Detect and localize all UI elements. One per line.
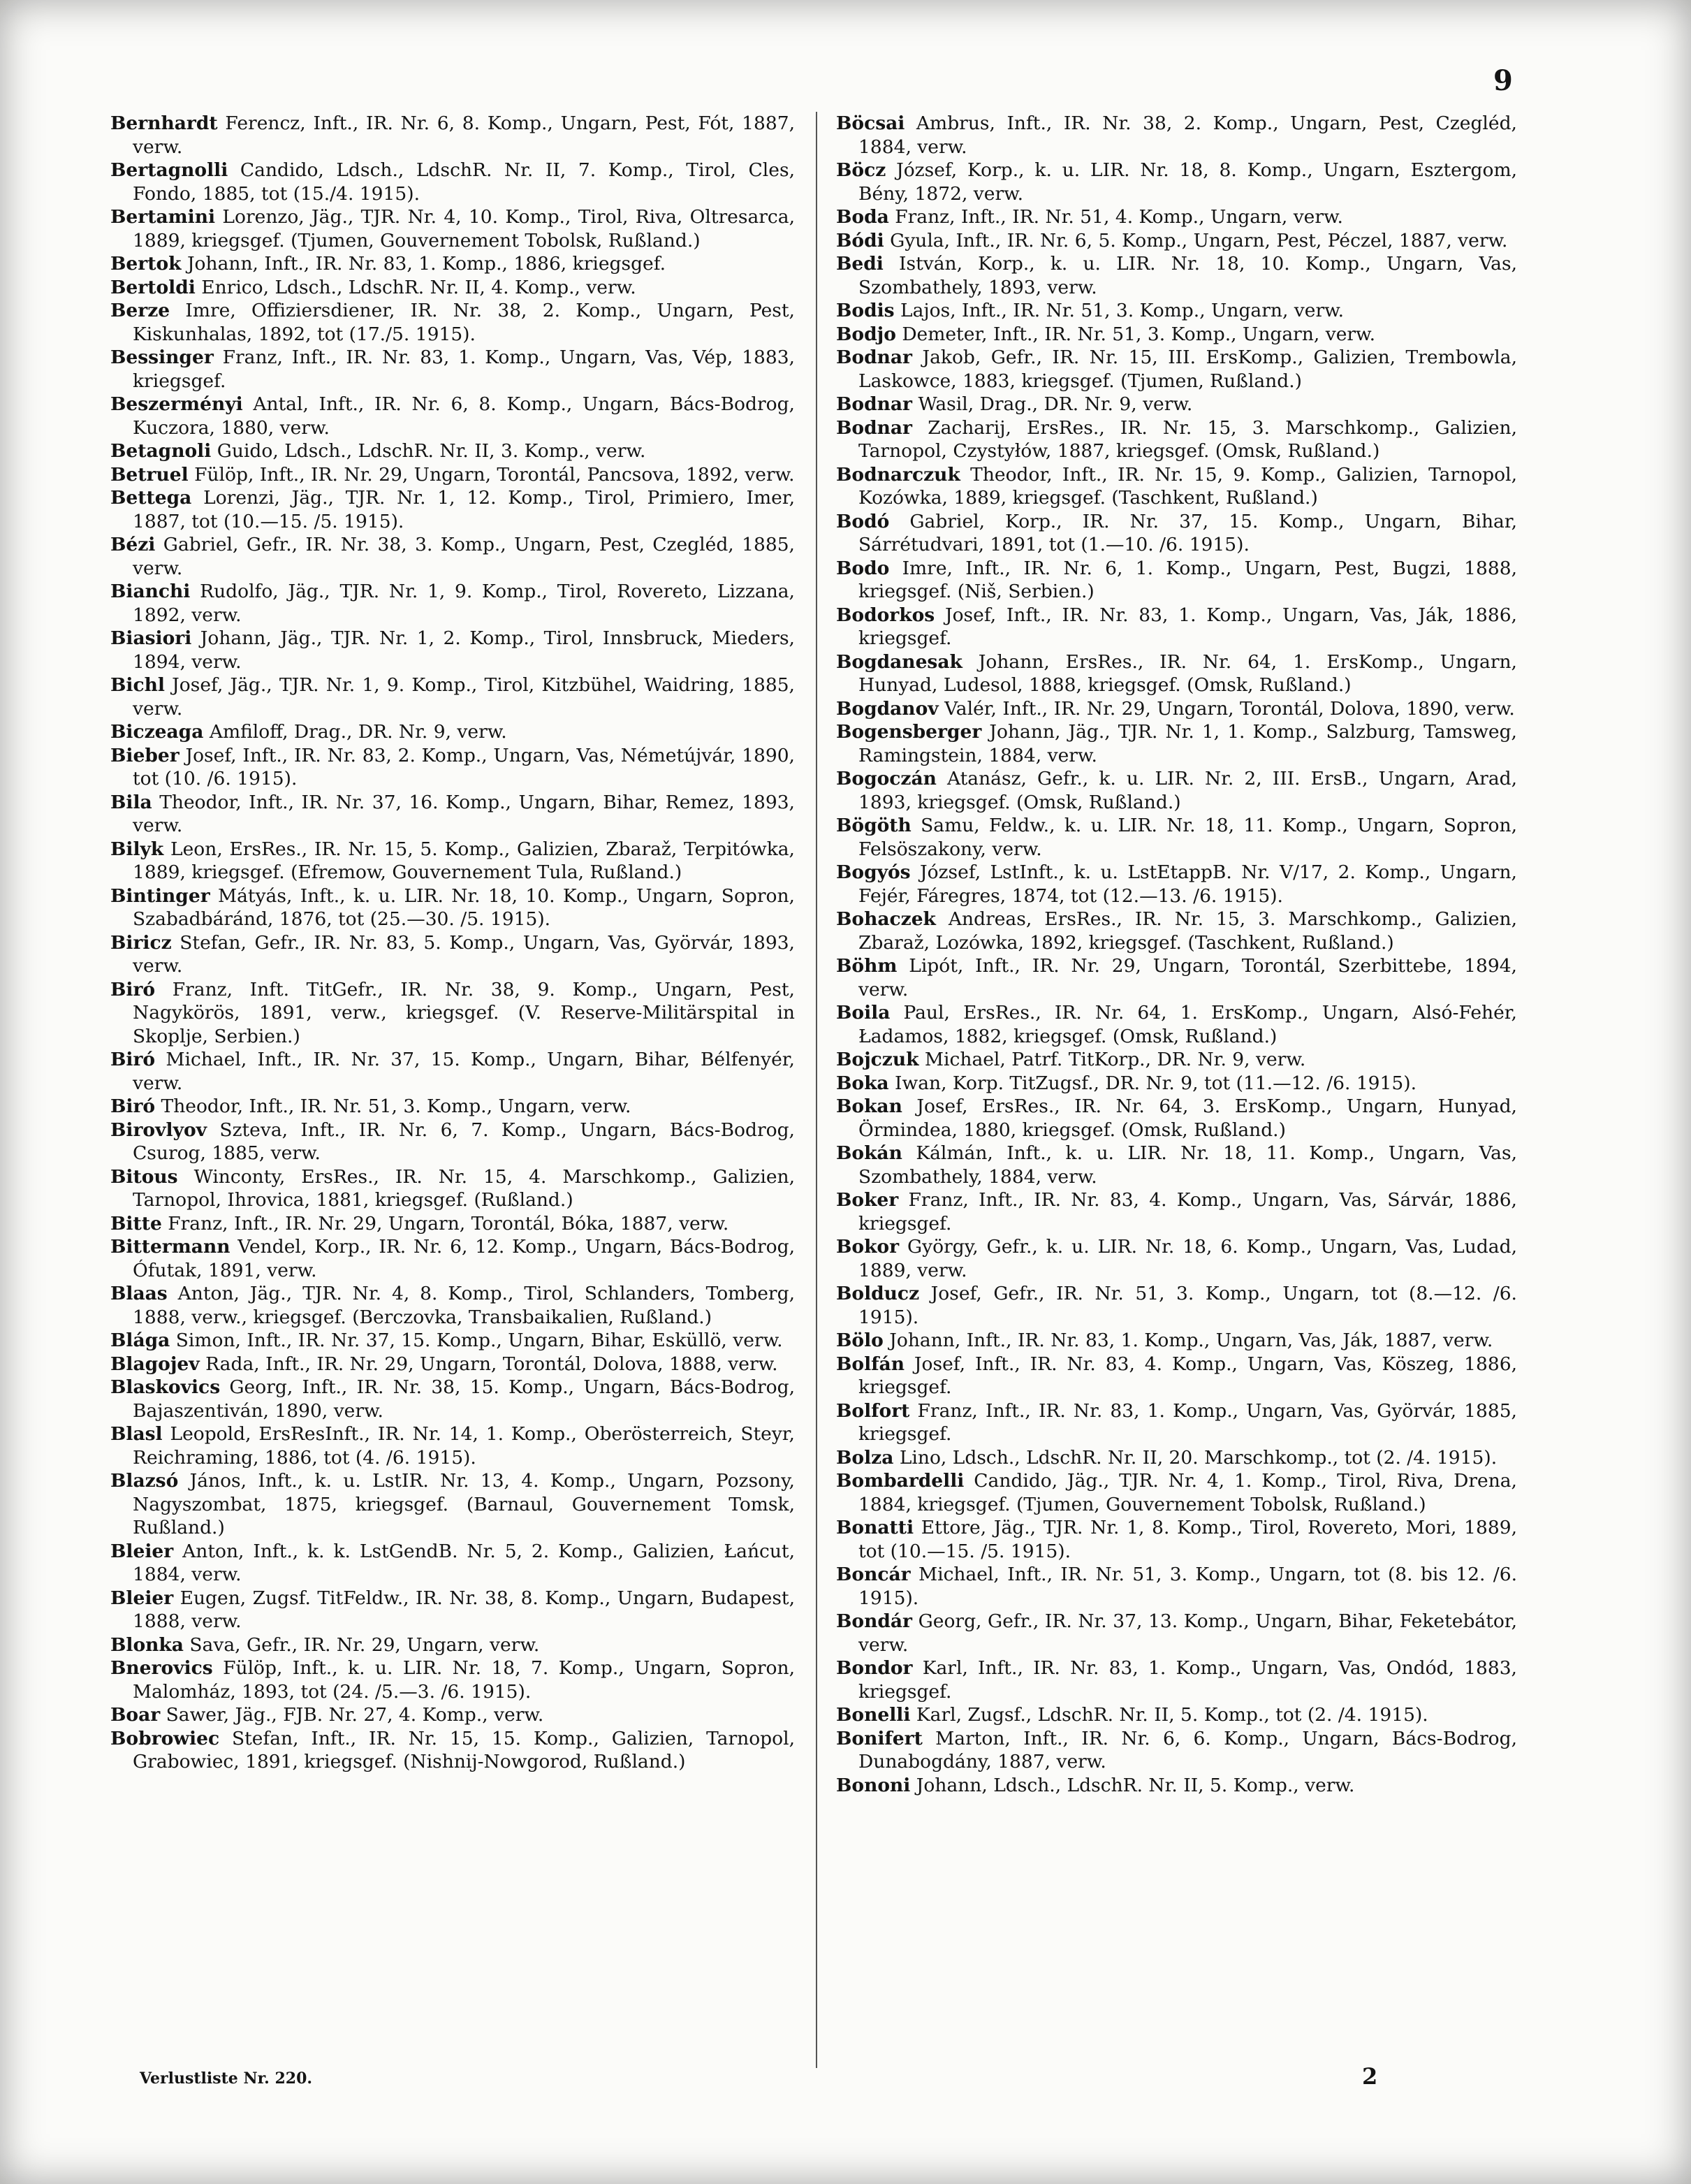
entry-details: Anton, Inft., k. k. LstGendB. Nr. 5, 2. Komp., Galizien, Łańcut, 1884, verw. — [133, 1540, 795, 1585]
list-item — [110, 1048, 795, 1095]
entry-surname: Biró — [110, 978, 156, 1000]
entry-details: Demeter, Inft., IR. Nr. 51, 3. Komp., Ungarn, verw. — [902, 323, 1376, 345]
entry-details: Antal, Inft., IR. Nr. 6, 8. Komp., Ungarn, Bács-Bodrog, Kuczora, 1880, verw. — [133, 393, 795, 439]
entry-details: Georg, Inft., IR. Nr. 38, 15. Komp., Ungarn, Bács-Bodrog, Bajaszentiván, 1890, verw. — [133, 1376, 795, 1422]
entry-details: József, LstInft., k. u. LstEtappB. Nr. V/17, 2. Komp., Ungarn, Fejér, Fáregres, 1874, tot (12.—13. /6. 1915). — [858, 861, 1517, 907]
entry-surname: Blagojev — [110, 1353, 200, 1375]
list-item — [110, 252, 795, 276]
entry-details: Lorenzo, Jäg., TJR. Nr. 4, 10. Komp., Tirol, Riva, Oltresarca, 1889, kriegsgef. (Tjumen, Gouvernement Tobolsk, Rußland.) — [133, 206, 795, 252]
list-item — [836, 1329, 1517, 1353]
list-item — [836, 557, 1517, 604]
list-item — [110, 1282, 795, 1329]
list-item — [110, 393, 795, 439]
entry-surname: Bessinger — [110, 347, 214, 368]
list-item — [110, 439, 795, 463]
list-item — [836, 229, 1517, 253]
list-item — [836, 252, 1517, 299]
entry-surname: Bonatti — [836, 1517, 914, 1538]
entry-surname: Biczeaga — [110, 721, 204, 743]
entry-details: Franz, Inft., IR. Nr. 83, 1. Komp., Ungarn, Vas, Vép, 1883, kriegsgef. — [133, 347, 795, 392]
entry-surname: Bohaczek — [836, 908, 936, 930]
entry-surname: Berze — [110, 300, 170, 321]
list-item — [110, 744, 795, 791]
column-divider — [816, 112, 817, 2068]
entry-surname: Bolfort — [836, 1399, 910, 1422]
entry-surname: Bogdanov — [836, 697, 939, 720]
entry-details: Michael, Inft., IR. Nr. 37, 15. Komp., Ungarn, Bihar, Bélfenyér, verw. — [133, 1049, 795, 1094]
entry-surname: Bertoldi — [110, 276, 196, 298]
entry-details: Gyula, Inft., IR. Nr. 6, 5. Komp., Ungarn, Pest, Péczel, 1887, verw. — [890, 229, 1508, 252]
entry-surname: Bittermann — [110, 1236, 230, 1258]
list-item — [836, 416, 1517, 463]
entry-details: Mátyás, Inft., k. u. LIR. Nr. 18, 10. Komp., Ungarn, Sopron, Szabadbáránd, 1876, tot (25.—30. /5. 1915). — [133, 884, 795, 930]
entry-surname: Bolducz — [836, 1283, 920, 1304]
entry-surname: Bnerovics — [110, 1657, 213, 1679]
list-item — [836, 1001, 1517, 1048]
entry-details: Franz, Inft., IR. Nr. 51, 4. Komp., Ungarn, verw. — [895, 206, 1343, 228]
list-item — [836, 299, 1517, 323]
entry-details: Leopold, ErsResInft., IR. Nr. 14, 1. Komp., Oberösterreich, Steyr, Reichraming, 1886, tot (4. /6. 1915). — [133, 1423, 795, 1469]
list-item — [110, 1235, 795, 1282]
list-item — [836, 650, 1517, 697]
entry-surname: Böcsai — [836, 112, 905, 134]
list-item — [110, 346, 795, 393]
list-item — [836, 1282, 1517, 1329]
entry-surname: Boda — [836, 206, 889, 228]
entry-surname: Bokan — [836, 1095, 902, 1117]
entry-details: Karl, Zugsf., LdschR. Nr. II, 5. Komp., tot (2. /4. 1915). — [916, 1704, 1428, 1726]
entry-details: Simon, Inft., IR. Nr. 37, 15. Komp., Ungarn, Bihar, Esküllö, verw. — [175, 1330, 783, 1351]
entry-surname: Bononi — [836, 1774, 911, 1796]
entry-details: Rudolfo, Jäg., TJR. Nr. 1, 9. Komp., Tirol, Rovereto, Lizzana, 1892, verw. — [133, 581, 795, 626]
list-item — [836, 697, 1517, 721]
entry-details: Rada, Inft., IR. Nr. 29, Ungarn, Torontál, Dolova, 1888, verw. — [205, 1353, 778, 1375]
entry-details: Lino, Ldsch., LdschR. Nr. II, 20. Marschkomp., tot (2. /4. 1915). — [899, 1446, 1498, 1469]
entry-details: Ambrus, Inft., IR. Nr. 38, 2. Komp., Ungarn, Pest, Czegléd, 1884, verw. — [858, 112, 1517, 158]
entry-surname: Blasl — [110, 1423, 163, 1445]
entry-details: Theodor, Inft., IR. Nr. 15, 9. Komp., Galizien, Tarnopol, Kozówka, 1889, kriegsgef. (Taschkent, Rußland.) — [858, 463, 1517, 509]
entry-details: Imre, Offiziersdiener, IR. Nr. 38, 2. Komp., Ungarn, Pest, Kiskunhalas, 1892, tot (17./5. 1915). — [133, 300, 795, 345]
entry-surname: Böcz — [836, 159, 886, 181]
list-item — [110, 533, 795, 580]
entry-surname: Bódi — [836, 229, 884, 252]
list-item — [110, 1353, 795, 1376]
list-item — [110, 299, 795, 346]
entry-details: Andreas, ErsRes., IR. Nr. 15, 3. Marschkomp., Galizien, Zbaraž, Lozówka, 1892, kriegsgef. (Taschkent, Rußland.) — [858, 908, 1517, 954]
entry-details: Jakob, Gefr., IR. Nr. 15, III. ErsKomp., Galizien, Trembowla, Laskowce, 1883, kriegsgef. (Tjumen, Rußland.) — [858, 347, 1517, 392]
list-item — [836, 346, 1517, 393]
list-item — [836, 1353, 1517, 1399]
list-item — [836, 1399, 1517, 1446]
list-item — [836, 954, 1517, 1001]
list-item — [110, 1587, 795, 1633]
entry-surname: Biró — [110, 1049, 156, 1070]
list-item — [110, 791, 795, 838]
entry-surname: Biasiori — [110, 627, 192, 649]
list-item — [110, 838, 795, 884]
list-item — [110, 486, 795, 533]
entry-details: Ferencz, Inft., IR. Nr. 6, 8. Komp., Ungarn, Pest, Fót, 1887, verw. — [133, 112, 795, 158]
list-item — [110, 159, 795, 205]
list-item — [836, 1657, 1517, 1703]
entry-surname: Bertamini — [110, 206, 216, 228]
entry-surname: Bieber — [110, 744, 180, 766]
entry-surname: Bleier — [110, 1587, 174, 1609]
list-item — [836, 908, 1517, 954]
entry-details: Enrico, Ldsch., LdschR. Nr. II, 4. Komp., verw. — [201, 276, 636, 298]
list-item — [836, 1727, 1517, 1774]
list-item — [836, 1469, 1517, 1516]
list-item — [110, 720, 795, 744]
list-item — [110, 1212, 795, 1236]
entry-details: Karl, Inft., IR. Nr. 83, 1. Komp., Ungarn, Vas, Ondód, 1883, kriegsgef. — [858, 1657, 1517, 1703]
entry-details: Eugen, Zugsf. TitFeldw., IR. Nr. 38, 8. Komp., Ungarn, Budapest, 1888, verw. — [133, 1587, 795, 1632]
entry-details: Lipót, Inft., IR. Nr. 29, Ungarn, Torontál, Szerbittebe, 1894, verw. — [858, 955, 1517, 1000]
entry-surname: Bodo — [836, 557, 890, 579]
entry-surname: Bokán — [836, 1142, 902, 1164]
entry-details: Theodor, Inft., IR. Nr. 51, 3. Komp., Ungarn, verw. — [161, 1095, 631, 1117]
entry-details: Sava, Gefr., IR. Nr. 29, Ungarn, verw. — [189, 1633, 540, 1656]
entry-surname: Blaas — [110, 1283, 168, 1304]
entry-surname: Boila — [836, 1002, 891, 1024]
entry-surname: Bertagnolli — [110, 159, 228, 181]
page-number: 9 — [1493, 64, 1513, 97]
entry-surname: Bodnar — [836, 393, 913, 415]
list-item — [836, 1095, 1517, 1142]
entry-surname: Bichl — [110, 674, 165, 696]
entry-details: Anton, Jäg., TJR. Nr. 4, 8. Komp., Tirol, Schlanders, Tomberg, 1888, verw., kriegsgef. (Berczovka, Transbaikalien, Rußland.) — [133, 1283, 795, 1328]
entry-details: Franz, Inft. TitGefr., IR. Nr. 38, 9. Komp., Ungarn, Pest, Nagykörös, 1891, verw., kriegsgef. (V. Reserve-Militärspital in Skoplje, Serbien.) — [133, 978, 795, 1047]
entry-surname: Boker — [836, 1189, 899, 1211]
entry-details: Franz, Inft., IR. Nr. 83, 4. Komp., Ungarn, Vas, Sárvár, 1886, kriegsgef. — [858, 1189, 1517, 1235]
entry-surname: Biró — [110, 1095, 156, 1117]
list-item — [836, 1235, 1517, 1282]
entry-details: Michael, Patrf. TitKorp., DR. Nr. 9, verw. — [924, 1049, 1306, 1070]
list-item — [836, 861, 1517, 908]
entry-details: Stefan, Inft., IR. Nr. 15, 15. Komp., Galizien, Tarnopol, Grabowiec, 1891, kriegsgef. (Nishnij-Nowgorod, Rußland.) — [133, 1727, 795, 1772]
list-item — [110, 1376, 795, 1422]
entry-details: Kálmán, Inft., k. u. LIR. Nr. 18, 11. Komp., Ungarn, Vas, Szombathely, 1884, verw. — [858, 1142, 1517, 1188]
list-item — [836, 1610, 1517, 1657]
entry-details: Johann, Ldsch., LdschR. Nr. II, 5. Komp., verw. — [916, 1774, 1355, 1796]
entry-surname: Bondár — [836, 1610, 913, 1632]
left-column — [110, 112, 795, 1774]
entry-details: Leon, ErsRes., IR. Nr. 15, 5. Komp., Galizien, Zbaraž, Terpitówka, 1889, kriegsgef. (Efremow, Gouvernement Tula, Rußland.) — [133, 838, 795, 883]
list-item — [836, 463, 1517, 510]
entry-surname: Boncár — [836, 1564, 911, 1585]
entry-surname: Bodis — [836, 300, 895, 321]
entry-surname: Bodnar — [836, 347, 913, 368]
entry-surname: Bilyk — [110, 838, 164, 860]
entry-details: Paul, ErsRes., IR. Nr. 64, 1. ErsKomp., Ungarn, Alsó-Fehér, Ładamos, 1882, kriegsgef. (Omsk, Rußland.) — [858, 1002, 1517, 1047]
entry-details: Johann, Inft., IR. Nr. 83, 1. Komp., Ungarn, Vas, Ják, 1887, verw. — [889, 1330, 1493, 1351]
list-item — [836, 1048, 1517, 1072]
list-item — [110, 1165, 795, 1212]
list-item — [836, 112, 1517, 159]
entry-details: Szteva, Inft., IR. Nr. 6, 7. Komp., Ungarn, Bács-Bodrog, Csurog, 1885, verw. — [133, 1119, 795, 1164]
entry-surname: Bogyós — [836, 861, 911, 883]
entry-surname: Birovlyov — [110, 1119, 207, 1141]
list-item — [110, 1633, 795, 1657]
list-item — [110, 1657, 795, 1703]
entry-surname: Bojczuk — [836, 1049, 919, 1070]
entry-surname: Boka — [836, 1072, 889, 1094]
list-item — [110, 205, 795, 252]
entry-details: Iwan, Korp. TitZugsf., DR. Nr. 9, tot (11.—12. /6. 1915). — [895, 1072, 1417, 1094]
entry-surname: Bodjo — [836, 323, 896, 345]
entry-surname: Bolza — [836, 1446, 894, 1469]
entry-surname: Boar — [110, 1704, 161, 1726]
list-item — [110, 978, 795, 1049]
entry-surname: Bodorkos — [836, 604, 935, 626]
list-item — [110, 1727, 795, 1774]
entry-surname: Bertok — [110, 253, 182, 275]
list-item — [836, 1774, 1517, 1798]
entry-surname: Bögöth — [836, 815, 912, 836]
entry-details: Wasil, Drag., DR. Nr. 9, verw. — [918, 393, 1193, 415]
list-item — [110, 1422, 795, 1469]
entry-surname: Böhm — [836, 955, 898, 977]
entry-details: Josef, Inft., IR. Nr. 83, 2. Komp., Ungarn, Vas, Németújvár, 1890, tot (10. /6. 1915). — [133, 744, 795, 789]
entry-surname: Bogensberger — [836, 721, 982, 743]
entry-surname: Bogoczán — [836, 768, 937, 789]
entry-surname: Bobrowiec — [110, 1727, 220, 1749]
entry-details: Johann, ErsRes., IR. Nr. 64, 1. ErsKomp., Ungarn, Hunyad, Ludesol, 1888, kriegsgef. (Omsk, Rußland.) — [858, 650, 1517, 696]
entry-details: Josef, Inft., IR. Nr. 83, 1. Komp., Ungarn, Vas, Ják, 1886, kriegsgef. — [858, 604, 1517, 649]
list-item — [110, 1540, 795, 1587]
entry-details: Marton, Inft., IR. Nr. 6, 6. Komp., Ungarn, Bács-Bodrog, Dunabogdány, 1887, verw. — [858, 1727, 1517, 1772]
list-item — [836, 1188, 1517, 1235]
entry-surname: Bianchi — [110, 581, 191, 602]
entry-details: Gabriel, Gefr., IR. Nr. 38, 3. Komp., Ungarn, Pest, Czegléd, 1885, verw. — [133, 534, 795, 579]
entry-details: Lorenzi, Jäg., TJR. Nr. 1, 12. Komp., Tirol, Primiero, Imer, 1887, tot (10.—15. /5. 1915). — [133, 487, 795, 532]
entry-details: Michael, Inft., IR. Nr. 51, 3. Komp., Ungarn, tot (8. bis 12. /6. 1915). — [858, 1564, 1517, 1609]
entry-surname: Bitte — [110, 1212, 162, 1235]
entry-details: Ettore, Jäg., TJR. Nr. 1, 8. Komp., Tirol, Rovereto, Mori, 1889, tot (10.—15. /5. 1915). — [858, 1517, 1517, 1562]
entry-details: Winconty, ErsRes., IR. Nr. 15, 4. Marschkomp., Galizien, Tarnopol, Ihrovica, 1881, kriegsgef. (Rußland.) — [133, 1165, 795, 1211]
entry-details: Sawer, Jäg., FJB. Nr. 27, 4. Komp., verw. — [166, 1704, 544, 1726]
entry-surname: Bogdanesak — [836, 650, 962, 673]
entry-surname: Bodnar — [836, 416, 913, 439]
list-item — [110, 1703, 795, 1727]
entry-details: Lajos, Inft., IR. Nr. 51, 3. Komp., Ungarn, verw. — [900, 300, 1345, 321]
entry-surname: Bodnarczuk — [836, 463, 960, 486]
entry-surname: Bleier — [110, 1540, 174, 1562]
entry-surname: Bokor — [836, 1236, 900, 1258]
entry-details: Candido, Ldsch., LdschR. Nr. II, 7. Komp., Tirol, Cles, Fondo, 1885, tot (15./4. 1915). — [133, 159, 795, 205]
list-item — [110, 580, 795, 627]
entry-surname: Beszerményi — [110, 393, 243, 415]
list-item — [110, 1329, 795, 1353]
list-item — [836, 205, 1517, 229]
entry-surname: Bolfán — [836, 1353, 905, 1375]
list-item — [836, 393, 1517, 416]
entry-details: Georg, Gefr., IR. Nr. 37, 13. Komp., Ungarn, Bihar, Feketebátor, verw. — [858, 1610, 1517, 1656]
entry-details: Josef, Jäg., TJR. Nr. 1, 9. Komp., Tirol, Kitzbühel, Waidring, 1885, verw. — [133, 674, 795, 720]
entry-details: Candido, Jäg., TJR. Nr. 4, 1. Komp., Tirol, Riva, Drena, 1884, kriegsgef. (Tjumen, Gouvernement Tobolsk, Rußland.) — [858, 1470, 1517, 1515]
entry-surname: Blaskovics — [110, 1376, 221, 1398]
entry-details: Josef, ErsRes., IR. Nr. 64, 3. ErsKomp., Ungarn, Hunyad, Örmindea, 1880, kriegsgef. (Omsk, Rußland.) — [858, 1095, 1517, 1141]
list-item — [110, 674, 795, 720]
entry-details: Fülöp, Inft., IR. Nr. 29, Ungarn, Torontál, Pancsova, 1892, verw. — [194, 463, 795, 486]
list-item — [110, 1119, 795, 1165]
entry-details: György, Gefr., k. u. LIR. Nr. 18, 6. Komp., Ungarn, Vas, Ludad, 1889, verw. — [858, 1236, 1517, 1281]
entry-surname: Bettega — [110, 487, 192, 509]
list-item — [110, 884, 795, 931]
entry-details: József, Korp., k. u. LIR. Nr. 18, 8. Komp., Ungarn, Esztergom, Bény, 1872, verw. — [858, 159, 1517, 205]
list-item — [836, 159, 1517, 205]
entry-surname: Betagnoli — [110, 440, 212, 462]
entry-surname: Blága — [110, 1330, 170, 1351]
list-item — [836, 720, 1517, 767]
entry-details: Gabriel, Korp., IR. Nr. 37, 15. Komp., Ungarn, Bihar, Sárrétudvari, 1891, tot (1.—10. /6. 1915). — [858, 510, 1517, 555]
list-item — [836, 323, 1517, 347]
list-item — [836, 1446, 1517, 1470]
entry-surname: Bézi — [110, 534, 156, 555]
entry-details: Stefan, Gefr., IR. Nr. 83, 5. Komp., Ungarn, Vas, Györvár, 1893, verw. — [133, 931, 795, 977]
entry-surname: Betruel — [110, 463, 189, 486]
entry-details: Johann, Jäg., TJR. Nr. 1, 2. Komp., Tirol, Innsbruck, Mieders, 1894, verw. — [133, 627, 795, 673]
right-column — [836, 112, 1517, 1797]
entry-surname: Bedi — [836, 253, 884, 275]
entry-surname: Blazsó — [110, 1470, 179, 1492]
list-item — [836, 1142, 1517, 1188]
entry-details: Guido, Ldsch., LdschR. Nr. II, 3. Komp., verw. — [217, 440, 646, 462]
list-item — [110, 931, 795, 978]
sheet-number: 2 — [1362, 2063, 1378, 2090]
list-item — [836, 767, 1517, 814]
entry-surname: Bintinger — [110, 884, 210, 907]
entry-surname: Bonelli — [836, 1704, 911, 1726]
list-item — [110, 1469, 795, 1540]
entry-surname: Bombardelli — [836, 1470, 965, 1492]
entry-details: Josef, Inft., IR. Nr. 83, 4. Komp., Ungarn, Vas, Köszeg, 1886, kriegsgef. — [858, 1353, 1517, 1398]
list-item — [836, 1072, 1517, 1095]
entry-surname: Bila — [110, 791, 152, 813]
entry-details: Johann, Jäg., TJR. Nr. 1, 1. Komp., Salzburg, Tamsweg, Ramingstein, 1884, verw. — [858, 721, 1517, 766]
entry-details: Franz, Inft., IR. Nr. 83, 1. Komp., Ungarn, Vas, Györvár, 1885, kriegsgef. — [858, 1399, 1517, 1445]
entry-surname: Bölo — [836, 1330, 884, 1351]
entry-surname: Bernhardt — [110, 112, 218, 134]
list-item — [836, 1516, 1517, 1563]
list-item — [110, 112, 795, 159]
entry-details: Zacharij, ErsRes., IR. Nr. 15, 3. Marschkomp., Galizien, Tarnopol, Czystyłów, 1887, kriegsgef. (Omsk, Rußland.) — [858, 416, 1517, 462]
entry-details: Theodor, Inft., IR. Nr. 37, 16. Komp., Ungarn, Bihar, Remez, 1893, verw. — [133, 791, 795, 836]
list-item — [110, 627, 795, 674]
entry-surname: Bodó — [836, 510, 890, 532]
list-item — [110, 1095, 795, 1119]
entry-details: Valér, Inft., IR. Nr. 29, Ungarn, Torontál, Dolova, 1890, verw. — [944, 697, 1515, 720]
list-item — [836, 604, 1517, 650]
entry-surname: Bitous — [110, 1165, 178, 1188]
entry-details: Fülöp, Inft., k. u. LIR. Nr. 18, 7. Komp., Ungarn, Sopron, Malomház, 1893, tot (24. /5.—3. /6. 1915). — [133, 1657, 795, 1703]
entry-details: Atanász, Gefr., k. u. LIR. Nr. 2, III. ErsB., Ungarn, Arad, 1893, kriegsgef. (Omsk, Rußland.) — [858, 768, 1517, 813]
entry-details: Samu, Feldw., k. u. LIR. Nr. 18, 11. Komp., Ungarn, Sopron, Felsöszakony, verw. — [858, 815, 1517, 860]
list-item — [836, 1563, 1517, 1610]
list-item — [836, 1703, 1517, 1727]
list-item — [836, 814, 1517, 861]
entry-details: Amfiloff, Drag., DR. Nr. 9, verw. — [209, 721, 507, 743]
entry-details: István, Korp., k. u. LIR. Nr. 18, 10. Komp., Ungarn, Vas, Szombathely, 1893, verw. — [858, 253, 1517, 298]
footer-label: Verlustliste Nr. 220. — [140, 2069, 313, 2088]
entry-surname: Bondor — [836, 1657, 913, 1679]
entry-surname: Biricz — [110, 931, 172, 954]
entry-details: Johann, Inft., IR. Nr. 83, 1. Komp., 1886, kriegsgef. — [186, 253, 666, 275]
list-item — [836, 510, 1517, 557]
entry-details: Franz, Inft., IR. Nr. 29, Ungarn, Torontál, Bóka, 1887, verw. — [168, 1212, 729, 1235]
list-item — [110, 463, 795, 487]
entry-surname: Blonka — [110, 1633, 184, 1656]
list-item — [110, 276, 795, 300]
entry-details: Josef, Gefr., IR. Nr. 51, 3. Komp., Ungarn, tot (8.—12. /6. 1915). — [858, 1283, 1517, 1328]
entry-details: Vendel, Korp., IR. Nr. 6, 12. Komp., Ungarn, Bács-Bodrog, Ófutak, 1891, verw. — [133, 1236, 795, 1281]
entry-details: Imre, Inft., IR. Nr. 6, 1. Komp., Ungarn, Pest, Bugzi, 1888, kriegsgef. (Niš, Serbien.) — [858, 557, 1517, 602]
entry-details: János, Inft., k. u. LstIR. Nr. 13, 4. Komp., Ungarn, Pozsony, Nagyszombat, 1875, kriegsgef. (Barnaul, Gouvernement Tomsk, Rußland.) — [133, 1470, 795, 1538]
entry-surname: Bonifert — [836, 1727, 923, 1749]
